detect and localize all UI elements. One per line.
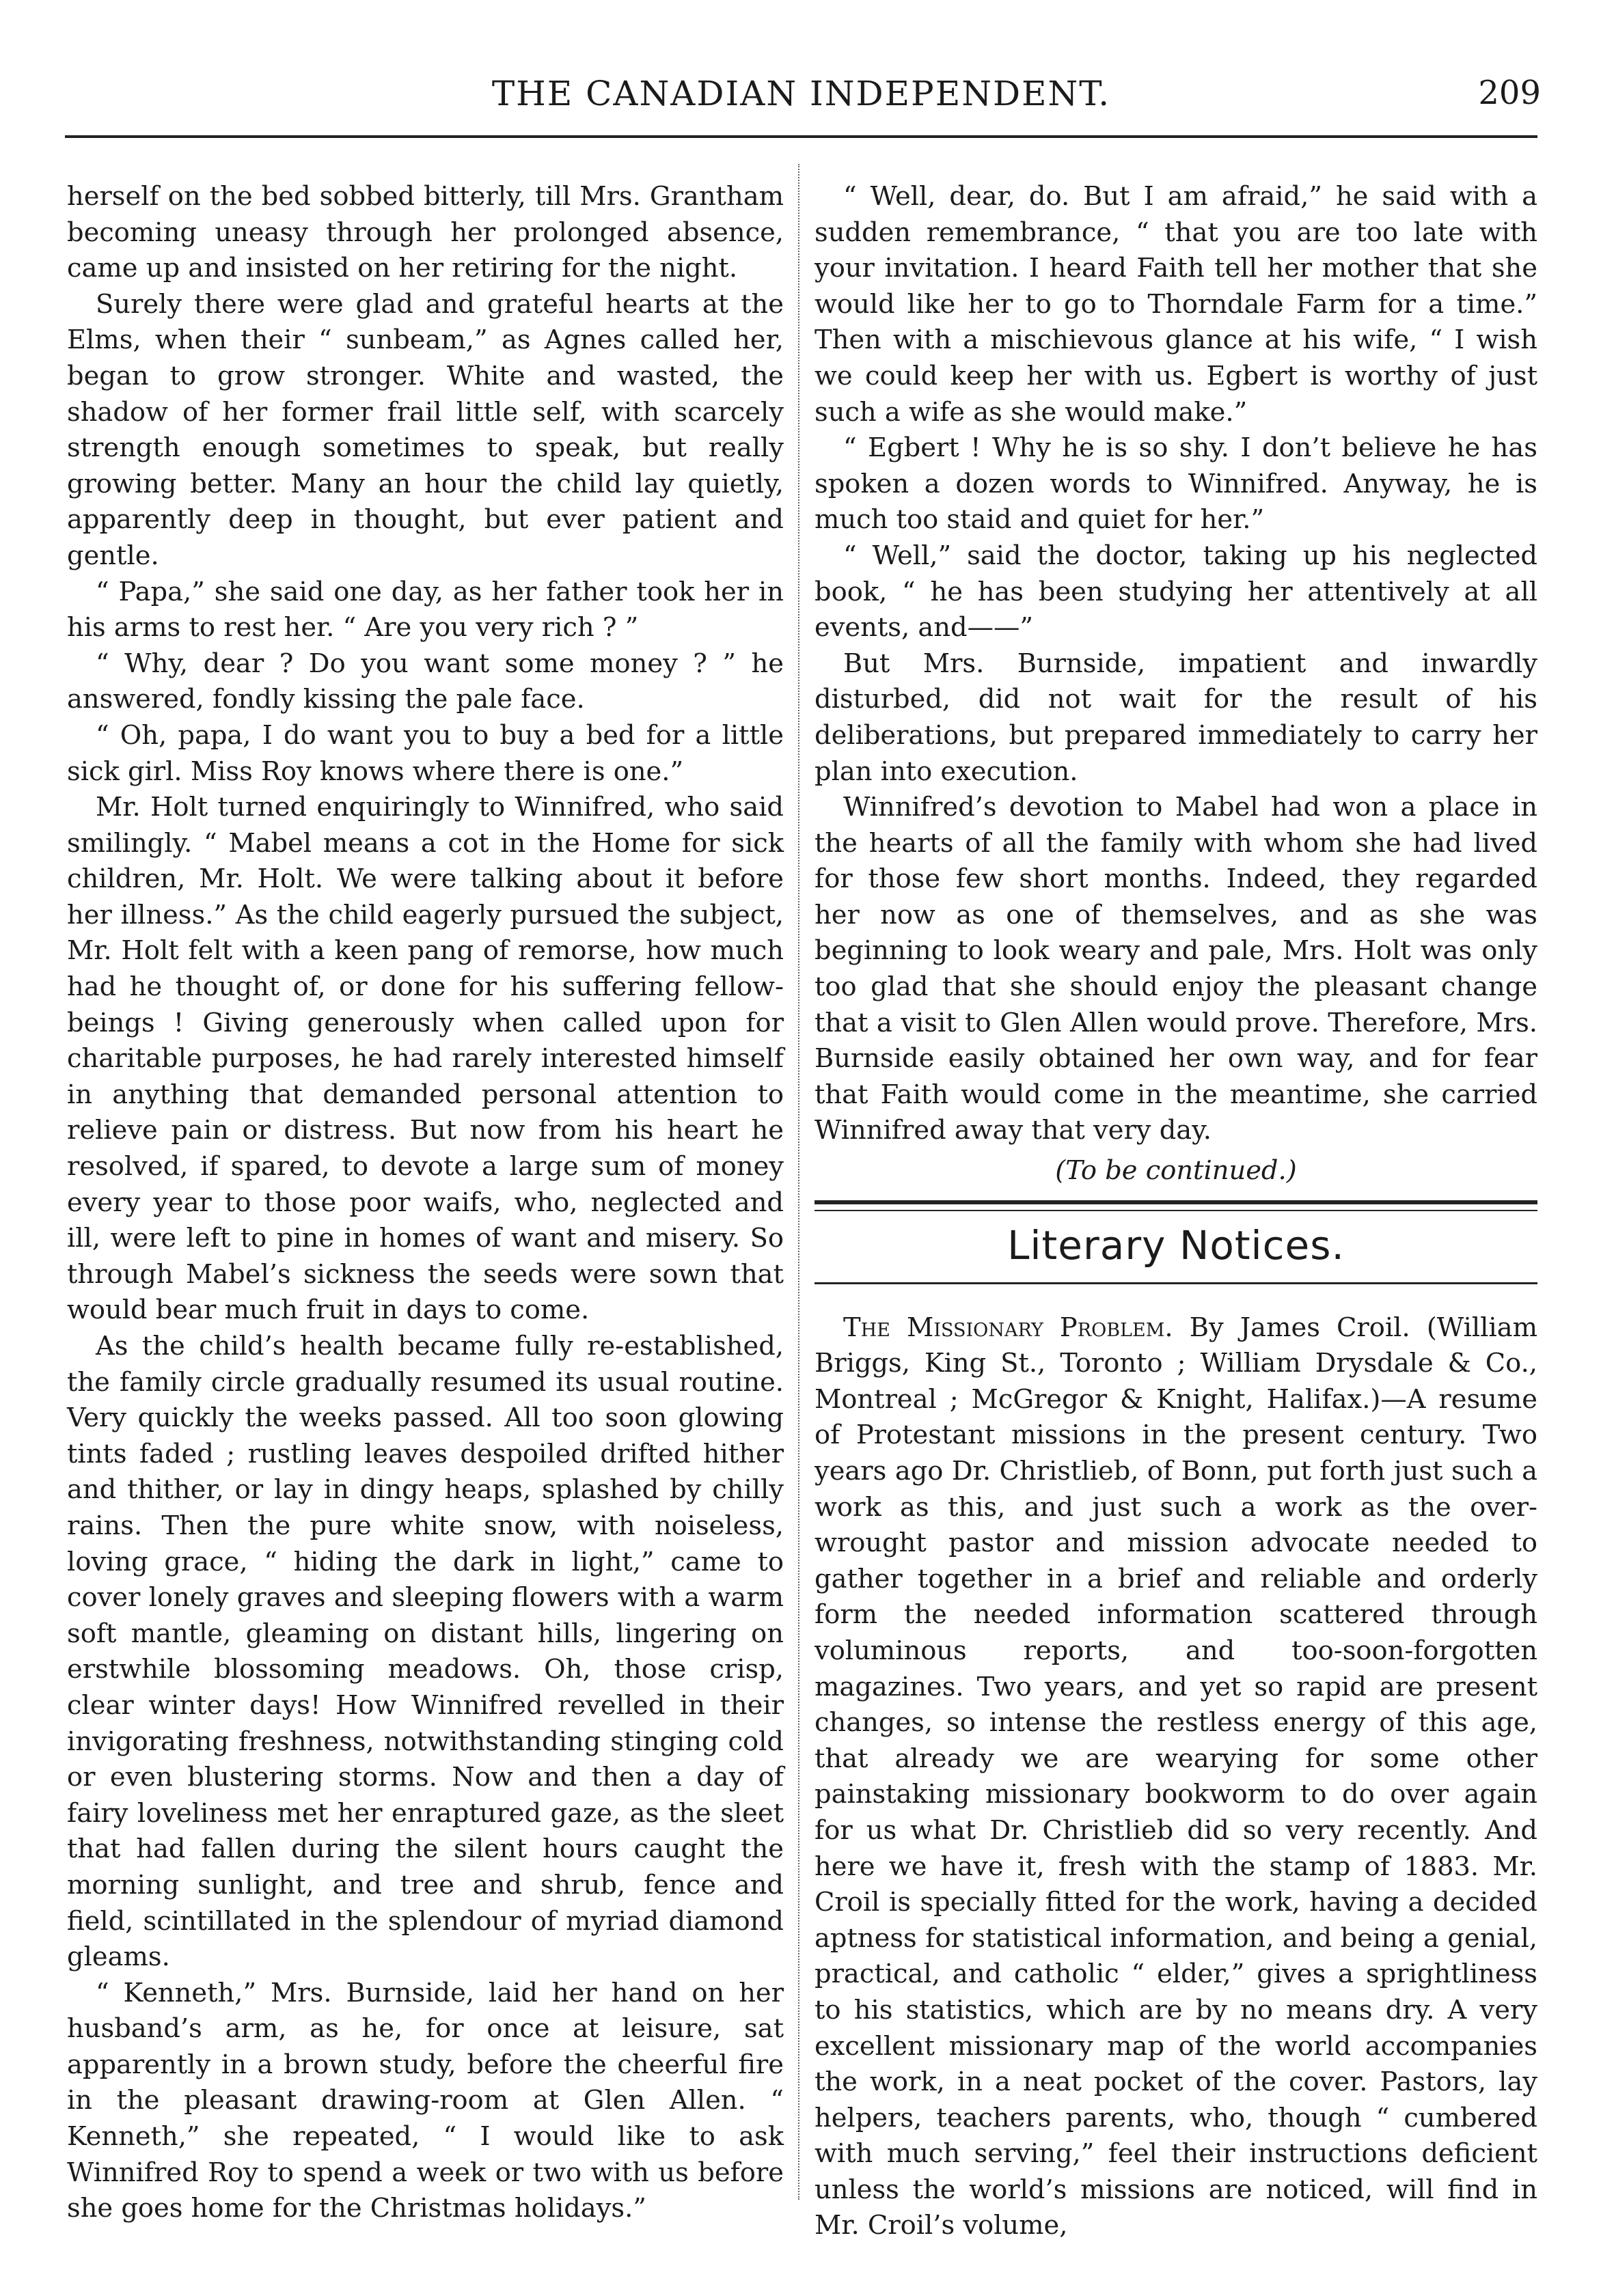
column-divider [798, 164, 799, 2200]
section-double-rule [815, 1200, 1537, 1211]
paragraph: Mr. Holt turned enquiringly to Winnifred, who said smilingly. “ Mabel means a cot in the Home for sick children, Mr. Holt. We were talking about it before her illness.” As the child eagerly pursued the subject, Mr. Holt felt with a keen pang of remorse, how much had he thought of, or done for his suffering fellow-beings ! Giving generously when called upon for charitable purposes, he had rarely interested himself in anything that demanded personal attention to relieve pain or distress. But now from his heart he resolved, if spared, to devote a large sum of money every year to those poor waifs, who, neglected and ill, were left to pine in homes of want and misery. So through Mabel’s sickness the seeds were sown that would bear much fruit in days to come. [67, 792, 784, 1326]
paragraph: “ Well,” said the doctor, taking up his neglected book, “ he has been studying her attentively at all events, and——” [815, 540, 1537, 644]
running-header [61, 74, 1541, 123]
paragraph: “ Well, dear, do. But I am afraid,” he said with a sudden remembrance, “ that you are too late with your invitation. I heard Faith tell her mother that she would like her to go to Thorndale Farm for a time.” Then with a mischievous glance at his wife, “ I wish we could keep her with us. Egbert is worthy of just such a wife as she would make.” [815, 181, 1537, 428]
notice-text: By James Croil. (William Briggs, King St., Toronto ; William Drysdale & Co., Montreal ; McGregor & Knight, Halifax.)—A resume of Protestant missions in the present century. Two years ago Dr. Christlieb, of Bonn, put forth just such a work as this, and just such a work as the over-wrought pastor and mission advocate needed to gather together in a brief and reliable and orderly form the needed information scattered through voluminous reports, and too-soon-forgotten magazines. Two years, and yet so rapid are present changes, so intense the restless energy of this age, that already we are wearying for some other painstaking missionary bookworm to do over again for us what Dr. Christlieb did so very recently. And here we have it, fresh with the stamp of 1883. Mr. Croil is specially fitted for the work, having a decided aptness for statistical information, and being a genial, practical, and catholic “ elder,” gives a sprightliness to his statistics, which are by no means dry. A very excellent missionary map of the world accompanies the work, in a neat pocket of the cover. Pastors, lay helpers, teachers parents, who, though “ cumbered with much serving,” feel their instructions deficient unless the world’s missions are noticed, will find in Mr. Croil’s volume, [815, 1312, 1537, 2241]
paragraph: “ Why, dear ? Do you want some money ? ” he answered, fondly kissing the pale face. [67, 648, 784, 715]
section-title: Literary Notices. [1007, 1221, 1345, 1269]
right-column [815, 179, 1537, 2244]
header-rule [65, 135, 1537, 138]
paragraph: herself on the bed sobbed bitterly, till Mrs. Grantham becoming uneasy through her prolonged absence, came up and insisted on her retiring for the night. [67, 181, 784, 284]
page-number: 209 [1478, 74, 1541, 112]
paragraph: As the child’s health became fully re-established, the family circle gradually resumed its usual routine. Very quickly the weeks passed. All too soon glowing tints faded ; rustling leaves despoiled drifted hither and thither, or lay in dingy heaps, splashed by chilly rains. Then the pure white snow, with noiseless, loving grace, “ hiding the dark in light,” came to cover lonely graves and sleeping flowers with a warm soft mantle, gleaming on distant hills, lingering on erstwhile blossoming meadows. Oh, those crisp, clear winter days! How Winnifred revelled in their invigorating freshness, notwithstanding stinging cold or even blustering storms. Now and then a day of fairy loveliness met her enraptured gaze, as the sleet that had fallen during the silent hours caught the morning sunlight, and tree and shrub, fence and field, scintillated in the splendour of myriad diamond gleams. [67, 1331, 784, 1973]
paragraph: “ Papa,” she said one day, as her father took her in his arms to rest her. “ Are you very rich ? ” [67, 576, 784, 644]
publication-title: THE CANADIAN INDEPENDENT. [491, 74, 1111, 113]
to-be-continued: (To be continued.) [1055, 1155, 1297, 1187]
paragraph: Winnifred’s devotion to Mabel had won a place in the hearts of all the family with whom she had lived for those few short months. Indeed, they regarded her now as one of themselves, and as she was beginning to look weary and pale, Mrs. Holt was only too glad that she should enjoy the pleasant change that a visit to Glen Allen would prove. Therefore, Mrs. Burnside easily obtained her own way, and for fear that Faith would come in the meantime, she carried Winnifred away that very day. [815, 792, 1537, 1146]
paragraph: Surely there were glad and grateful hearts at the Elms, when their “ sunbeam,” as Agnes called her, began to grow stronger. White and wasted, the shadow of her former frail little self, with scarcely strength enough sometimes to speak, but really growing better. Many an hour the child lay quietly, apparently deep in thought, but ever patient and gentle. [67, 288, 784, 571]
notice-book-title: The Missionary Problem. [843, 1312, 1173, 1343]
paragraph: But Mrs. Burnside, impatient and inwardly disturbed, did not wait for the result of his deliberations, but prepared immediately to carry her plan into execution. [815, 648, 1537, 787]
section-rule [815, 1282, 1537, 1284]
left-column [67, 179, 784, 2227]
paragraph: “ Oh, papa, I do want you to buy a bed for a little sick girl. Miss Roy knows where there is one.” [67, 719, 784, 787]
notice-paragraph [815, 1310, 1537, 2244]
paragraph: “ Kenneth,” Mrs. Burnside, laid her hand on her husband’s arm, as he, for once at leisure, sat apparently in a brown study, before the cheerful fire in the pleasant drawing-room at Glen Allen. “ Kenneth,” she repeated, “ I would like to ask Winnifred Roy to spend a week or two with us before she goes home for the Christmas holidays.” [67, 1977, 784, 2224]
paragraph: “ Egbert ! Why he is so shy. I don’t believe he has spoken a dozen words to Winnifred. Anyway, he is much too staid and quiet for her.” [815, 432, 1537, 536]
